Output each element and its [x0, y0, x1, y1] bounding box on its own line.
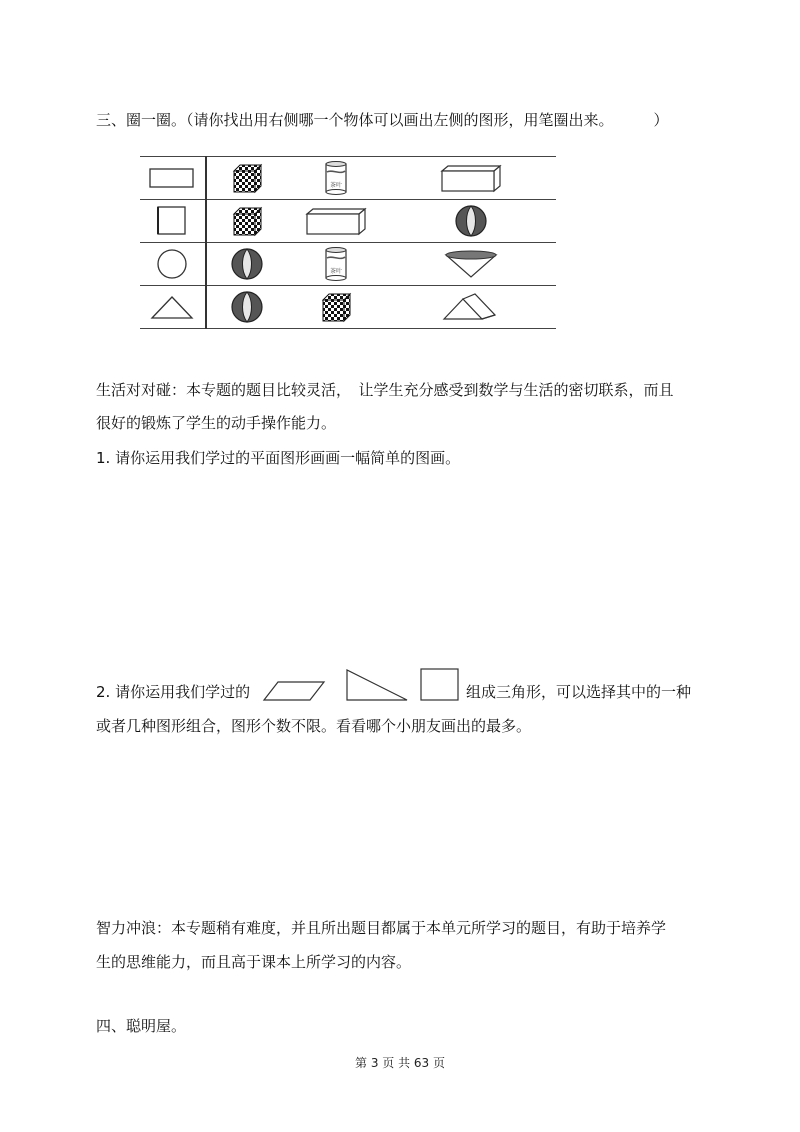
square-icon: [156, 205, 188, 237]
table-row: [140, 157, 556, 200]
question-1: 1. 请你运用我们学过的平面图形画画一幅简单的图画。: [96, 449, 461, 467]
tea-can-icon[interactable]: [323, 160, 349, 196]
rectangle-icon: [148, 166, 196, 190]
section4-title: 四、聪明屋。: [96, 1017, 187, 1035]
cuboid-icon[interactable]: [439, 163, 503, 193]
triangle-icon: [149, 293, 195, 321]
table-row: [140, 243, 556, 286]
section3-title: 三、圈一圈。（请你找出用右侧哪一个物体可以画出左侧的图形，用笔圈出来。 ）: [96, 111, 669, 129]
cuboid-icon[interactable]: [304, 206, 368, 236]
table-row: [140, 200, 556, 243]
life-paragraph-line1: 生活对对碰：本专题的题目比较灵活， 让学生充分感受到数学与生活的密切联系，而且: [96, 381, 674, 399]
tea-can-icon[interactable]: [323, 246, 349, 282]
object-option-cell[interactable]: [286, 157, 386, 200]
shape-matching-table: [140, 156, 556, 329]
triangular-prism-icon[interactable]: [441, 291, 501, 323]
triangle-shape-cell: [140, 286, 206, 329]
svg-text:茶叶: 茶叶: [330, 182, 343, 189]
cone-icon[interactable]: [441, 247, 501, 281]
cube-icon[interactable]: [230, 204, 264, 238]
ball-icon[interactable]: [230, 247, 264, 281]
object-option-cell[interactable]: [206, 243, 287, 286]
question-2-suffix: 组成三角形，可以选择其中的一种: [466, 683, 692, 701]
question-2-line2: 或者几种图形组合，图形个数不限。看看哪个小朋友画出的最多。: [96, 717, 532, 735]
square-shape-icon: [420, 668, 460, 702]
page-footer: 第 3 页 共 63 页: [355, 1056, 445, 1070]
question-2-prefix: 2. 请你运用我们学过的: [96, 683, 251, 701]
object-option-cell[interactable]: [386, 286, 556, 329]
right-triangle-icon: [345, 668, 409, 702]
life-paragraph-line2: 很好的锻炼了学生的动手操作能力。: [96, 414, 337, 432]
square-shape-cell: [140, 200, 206, 243]
zhili-paragraph-line1: 智力冲浪：本专题稍有难度，并且所出题目都属于本单元所学习的题目，有助于培养学: [96, 919, 667, 937]
object-option-cell[interactable]: [206, 200, 287, 243]
zhili-paragraph-line2: 生的思维能力，而且高于课本上所学习的内容。: [96, 953, 412, 971]
object-option-cell[interactable]: [286, 286, 386, 329]
object-option-cell[interactable]: [386, 157, 556, 200]
cube-icon[interactable]: [319, 290, 353, 324]
circle-icon: [155, 247, 189, 281]
object-option-cell[interactable]: [286, 200, 386, 243]
ball-icon[interactable]: [230, 290, 264, 324]
object-option-cell[interactable]: [386, 200, 556, 243]
rectangle-shape-cell: [140, 157, 206, 200]
object-option-cell[interactable]: [206, 157, 287, 200]
object-option-cell[interactable]: [386, 243, 556, 286]
object-option-cell[interactable]: [206, 286, 287, 329]
table-row: [140, 286, 556, 329]
svg-text:茶叶: 茶叶: [330, 268, 343, 275]
cube-icon[interactable]: [230, 161, 264, 195]
object-option-cell[interactable]: [286, 243, 386, 286]
parallelogram-icon: [262, 680, 326, 702]
circle-shape-cell: [140, 243, 206, 286]
ball-icon[interactable]: [454, 204, 488, 238]
